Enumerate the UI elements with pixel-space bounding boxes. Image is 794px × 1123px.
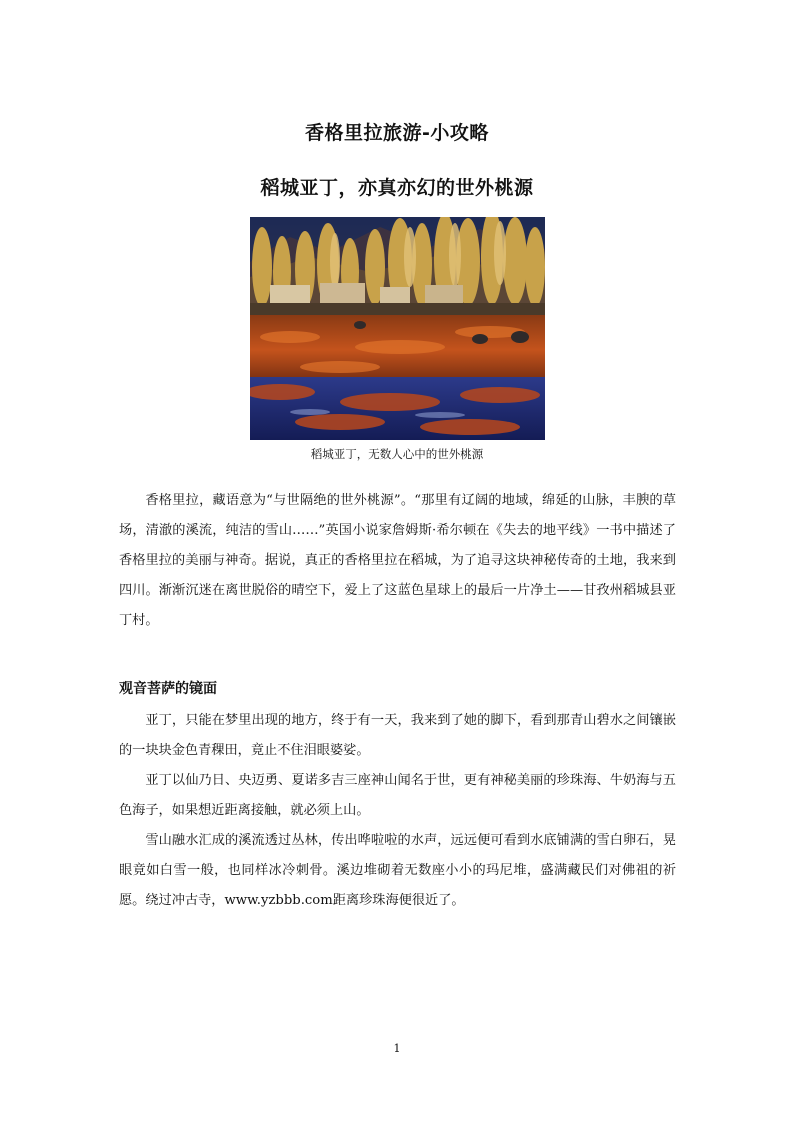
section-body xyxy=(119,706,676,916)
section-paragraph: 雪山融水汇成的溪流透过丛林，传出哗啦啦的水声，远远便可看到水底铺满的雪白卵石，晃眼竟如白雪一般，也同样冰冷刺骨。溪边堆砌着无数座小小的玛尼堆，盛满藏民们对佛祖的祈愿。绕过冲古寺，www.yzbbb.com距离珍珠海便很近了。 xyxy=(119,833,676,908)
section-paragraph: 亚丁以仙乃日、央迈勇、夏诺多吉三座神山闻名于世，更有神秘美丽的珍珠海、牛奶海与五色海子，如果想近距离接触，就必须上山。 xyxy=(119,773,676,818)
landscape-photo xyxy=(250,217,545,440)
intro-text: 香格里拉，藏语意为“与世隔绝的世外桃源”。“那里有辽阔的地域，绵延的山脉，丰腴的草场，清澈的溪流，纯洁的雪山……”英国小说家詹姆斯·希尔顿在《失去的地平线》一书中描述了香格里拉的美丽与神奇。据说，真正的香格里拉在稻城，为了追寻这块神秘传奇的土地，我来到四川。渐渐沉迷在离世脱俗的晴空下，爱上了这蓝色星球上的最后一片净土——甘孜州稻城县亚丁村。 xyxy=(119,493,676,628)
intro-paragraph xyxy=(119,486,676,636)
page-number: 1 xyxy=(393,1042,401,1055)
document-title: 香格里拉旅游-小攻略 xyxy=(305,122,489,144)
photo-caption: 稻城亚丁，无数人心中的世外桃源 xyxy=(310,447,484,461)
section-heading: 观音菩萨的镜面 xyxy=(119,681,217,697)
document-subtitle: 稻城亚丁，亦真亦幻的世外桃源 xyxy=(260,177,534,199)
section-paragraph: 亚丁，只能在梦里出现的地方，终于有一天，我来到了她的脚下，看到那青山碧水之间镶嵌的一块块金色青稞田，竟止不住泪眼婆娑。 xyxy=(119,713,676,758)
